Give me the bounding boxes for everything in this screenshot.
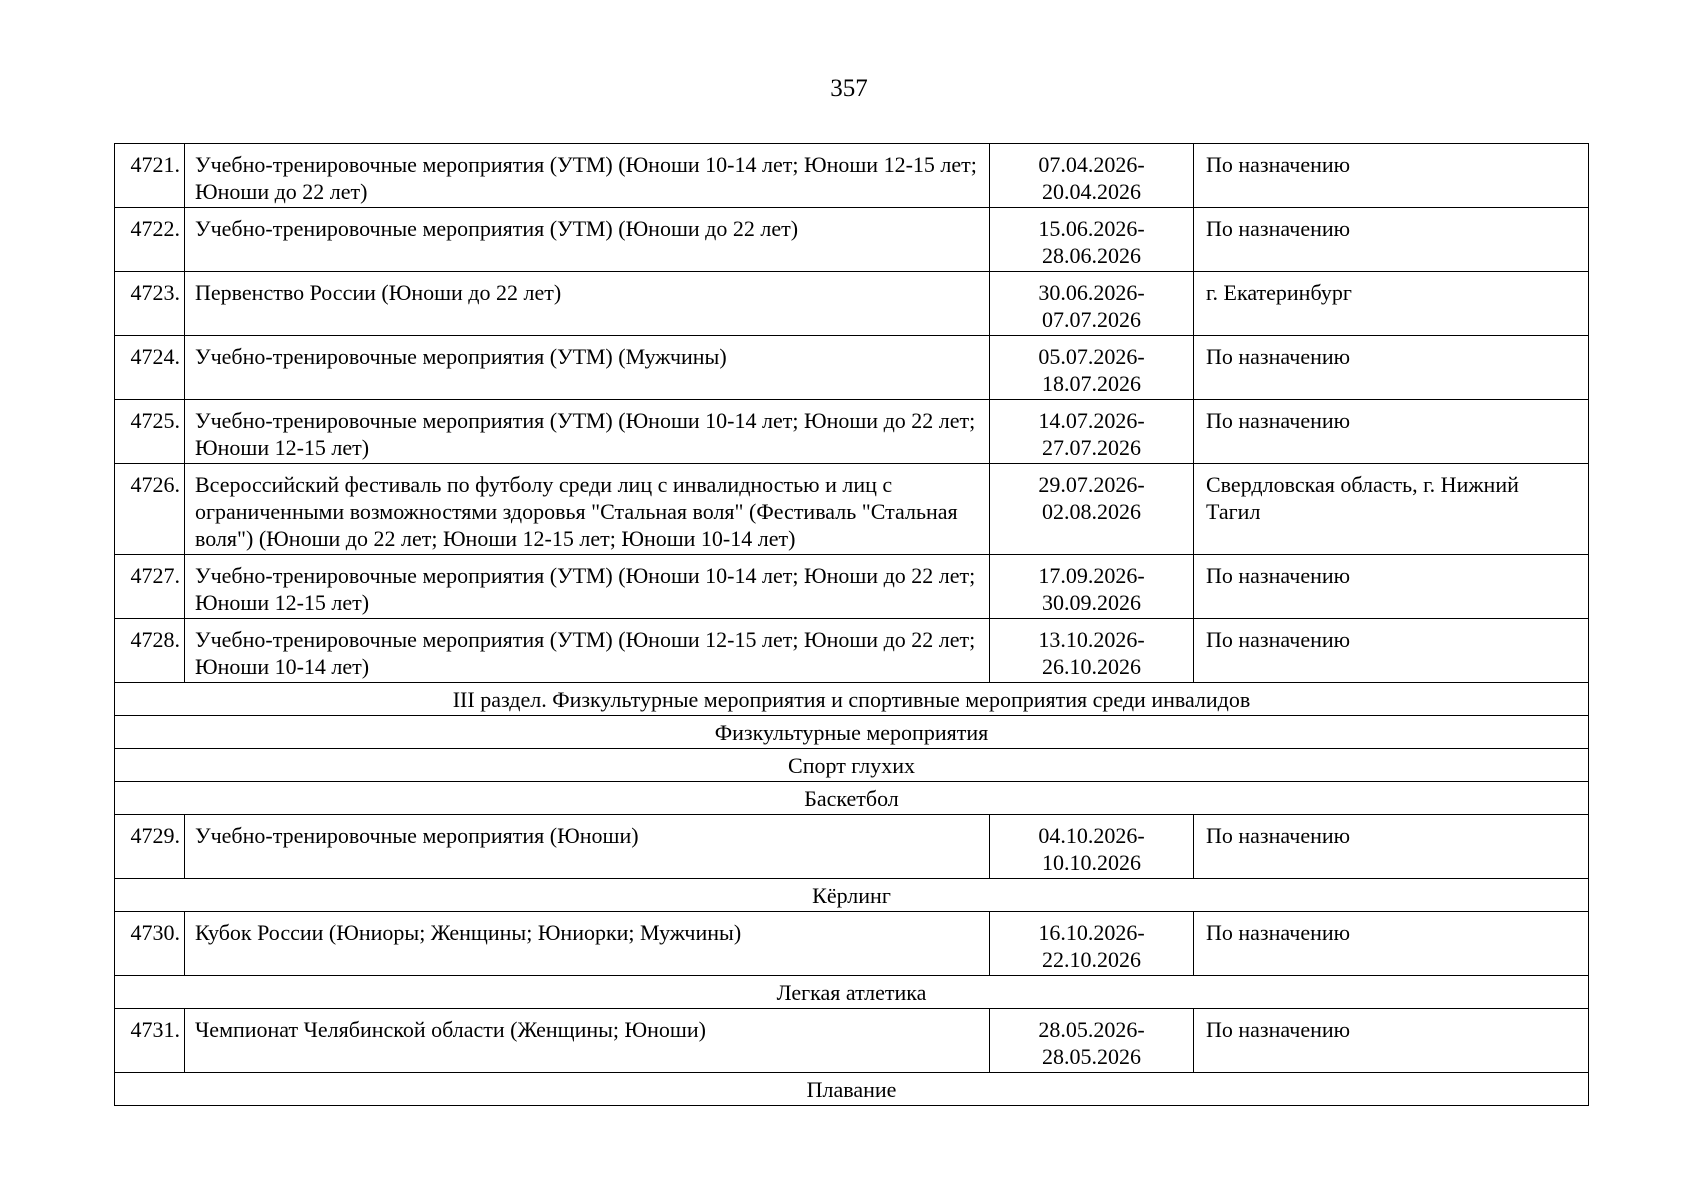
table-row: [115, 208, 1589, 272]
event-number: 4729.: [115, 815, 185, 879]
event-name: Всероссийский фестиваль по футболу среди лиц с инвалидностью и лиц с ограниченными возможностями здоровья "Стальная воля" (Фестиваль "Стальная воля") (Юноши до 22 лет; Юноши 12-15 лет; Юноши 10-14 лет): [185, 464, 990, 555]
section-heading: Физкультурные мероприятия: [115, 716, 1589, 749]
section-heading-row: [115, 749, 1589, 782]
event-location: По назначению: [1194, 912, 1589, 976]
section-heading-row: [115, 976, 1589, 1009]
table-row: [115, 272, 1589, 336]
table-row: [115, 464, 1589, 555]
table-row: [115, 912, 1589, 976]
event-dates: 07.04.2026- 20.04.2026: [990, 144, 1194, 208]
event-name: Учебно-тренировочные мероприятия (Юноши): [185, 815, 990, 879]
section-heading-row: [115, 782, 1589, 815]
discipline-heading: Кёрлинг: [115, 879, 1589, 912]
page-number: 357: [830, 75, 868, 102]
event-name: Учебно-тренировочные мероприятия (УТМ) (Юноши 12-15 лет; Юноши до 22 лет; Юноши 10-14 лет): [185, 619, 990, 683]
discipline-heading: Плавание: [115, 1073, 1589, 1106]
section-heading: III раздел. Физкультурные мероприятия и спортивные мероприятия среди инвалидов: [115, 683, 1589, 716]
table-row: [115, 619, 1589, 683]
discipline-heading: Баскетбол: [115, 782, 1589, 815]
event-name: Учебно-тренировочные мероприятия (УТМ) (Мужчины): [185, 336, 990, 400]
event-name: Кубок России (Юниоры; Женщины; Юниорки; Мужчины): [185, 912, 990, 976]
event-dates: 13.10.2026- 26.10.2026: [990, 619, 1194, 683]
event-location: Свердловская область, г. Нижний Тагил: [1194, 464, 1589, 555]
event-number: 4727.: [115, 555, 185, 619]
event-dates: 04.10.2026- 10.10.2026: [990, 815, 1194, 879]
table-row: [115, 555, 1589, 619]
event-dates: 17.09.2026- 30.09.2026: [990, 555, 1194, 619]
event-number: 4728.: [115, 619, 185, 683]
discipline-heading: Легкая атлетика: [115, 976, 1589, 1009]
event-dates: 29.07.2026- 02.08.2026: [990, 464, 1194, 555]
event-name: Учебно-тренировочные мероприятия (УТМ) (Юноши 10-14 лет; Юноши до 22 лет; Юноши 12-15 лет): [185, 400, 990, 464]
event-dates: 16.10.2026- 22.10.2026: [990, 912, 1194, 976]
event-name: Учебно-тренировочные мероприятия (УТМ) (Юноши 10-14 лет; Юноши до 22 лет; Юноши 12-15 лет): [185, 555, 990, 619]
event-number: 4722.: [115, 208, 185, 272]
event-number: 4724.: [115, 336, 185, 400]
event-dates: 14.07.2026- 27.07.2026: [990, 400, 1194, 464]
table-row: [115, 336, 1589, 400]
event-dates: 05.07.2026- 18.07.2026: [990, 336, 1194, 400]
section-heading-row: [115, 879, 1589, 912]
events-table: [114, 143, 1589, 1106]
section-heading-row: [115, 716, 1589, 749]
event-dates: 28.05.2026- 28.05.2026: [990, 1009, 1194, 1073]
event-dates: 15.06.2026- 28.06.2026: [990, 208, 1194, 272]
event-location: По назначению: [1194, 400, 1589, 464]
event-number: 4723.: [115, 272, 185, 336]
event-dates: 30.06.2026- 07.07.2026: [990, 272, 1194, 336]
event-name: Чемпионат Челябинской области (Женщины; Юноши): [185, 1009, 990, 1073]
section-heading-row: [115, 1073, 1589, 1106]
event-location: По назначению: [1194, 815, 1589, 879]
section-heading-row: [115, 683, 1589, 716]
event-name: Первенство России (Юноши до 22 лет): [185, 272, 990, 336]
event-location: По назначению: [1194, 208, 1589, 272]
event-name: Учебно-тренировочные мероприятия (УТМ) (Юноши 10-14 лет; Юноши 12-15 лет; Юноши до 22 лет): [185, 144, 990, 208]
event-number: 4730.: [115, 912, 185, 976]
event-name: Учебно-тренировочные мероприятия (УТМ) (Юноши до 22 лет): [185, 208, 990, 272]
event-location: По назначению: [1194, 619, 1589, 683]
event-location: По назначению: [1194, 336, 1589, 400]
event-location: г. Екатеринбург: [1194, 272, 1589, 336]
sport-category-heading: Спорт глухих: [115, 749, 1589, 782]
table-row: [115, 815, 1589, 879]
event-location: По назначению: [1194, 144, 1589, 208]
event-number: 4726.: [115, 464, 185, 555]
event-number: 4725.: [115, 400, 185, 464]
event-location: По назначению: [1194, 1009, 1589, 1073]
table-row: [115, 400, 1589, 464]
table-row: [115, 144, 1589, 208]
event-number: 4721.: [115, 144, 185, 208]
event-number: 4731.: [115, 1009, 185, 1073]
table-row: [115, 1009, 1589, 1073]
event-location: По назначению: [1194, 555, 1589, 619]
